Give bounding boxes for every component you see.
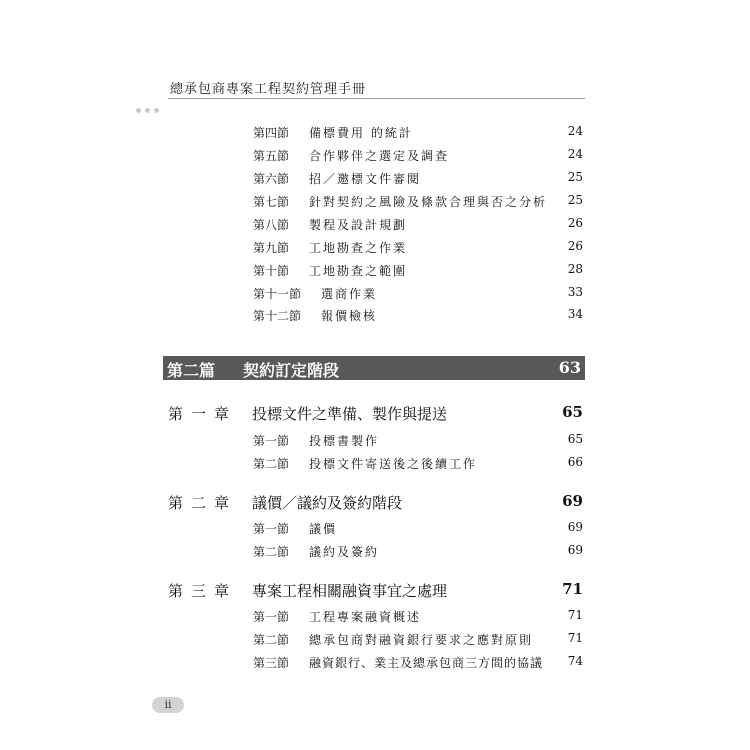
chapter-page: 65 xyxy=(562,403,583,421)
toc-section-row xyxy=(253,124,585,144)
part-page: 63 xyxy=(558,358,581,377)
section-number: 第二節 xyxy=(253,633,290,647)
toc-section-row xyxy=(253,432,585,452)
section-number: 第四節 xyxy=(253,126,290,140)
section-number: 第十二節 xyxy=(253,309,302,323)
section-title: 融資銀行、業主及總承包商三方間的協議 xyxy=(309,656,544,670)
section-page: 71 xyxy=(567,631,583,645)
chapter-number: 第一章 xyxy=(168,405,238,423)
section-page: 24 xyxy=(567,147,583,161)
section-title: 投標書製作 xyxy=(309,434,380,448)
toc-section-row xyxy=(253,631,585,651)
section-title: 工地勘查之作業 xyxy=(309,241,408,255)
section-title: 工程專案融資概述 xyxy=(309,610,422,624)
toc-section-row xyxy=(253,216,585,236)
section-title: 合作夥伴之選定及調查 xyxy=(309,149,450,163)
section-page: 34 xyxy=(567,307,583,321)
section-page: 66 xyxy=(567,455,583,469)
section-title: 選商作業 xyxy=(321,287,378,301)
section-number: 第十一節 xyxy=(253,287,302,301)
toc-section-row xyxy=(253,262,585,282)
section-number: 第一節 xyxy=(253,610,290,624)
chapter-title: 專案工程相關融資事宜之處理 xyxy=(252,582,448,600)
toc-chapter-row xyxy=(168,492,585,516)
section-number: 第五節 xyxy=(253,149,290,163)
section-number: 第二節 xyxy=(253,545,290,559)
part-title: 契約訂定階段 xyxy=(243,361,340,380)
book-title: 總承包商專案工程契約管理手冊 xyxy=(170,82,367,97)
toc-section-row xyxy=(253,307,585,327)
part-heading-bar xyxy=(163,356,585,380)
section-page: 71 xyxy=(567,608,583,622)
section-number: 第七節 xyxy=(253,195,290,209)
toc-section-row xyxy=(253,543,585,563)
toc-section-row xyxy=(253,285,585,305)
section-number: 第一節 xyxy=(253,522,290,536)
chapter-title: 投標文件之準備、製作與提送 xyxy=(252,405,448,423)
section-title: 報價檢核 xyxy=(321,309,378,323)
section-title: 備標費用 的統計 xyxy=(309,126,413,140)
chapter-number: 第二章 xyxy=(168,494,238,512)
section-title: 招／邀標文件審閱 xyxy=(309,172,422,186)
section-page: 69 xyxy=(567,543,583,557)
header-rule xyxy=(168,98,585,99)
section-number: 第十節 xyxy=(253,264,290,278)
section-title: 議價 xyxy=(309,522,338,536)
section-title: 製程及設計規劃 xyxy=(309,218,408,232)
section-page: 25 xyxy=(567,170,583,184)
section-title: 投標文件寄送後之後續工作 xyxy=(309,457,478,471)
toc-section-row xyxy=(253,239,585,259)
toc-section-row xyxy=(253,608,585,628)
section-number: 第九節 xyxy=(253,241,290,255)
section-number: 第八節 xyxy=(253,218,290,232)
section-page: 28 xyxy=(567,262,583,276)
part-number: 第二篇 xyxy=(167,361,216,380)
section-number: 第二節 xyxy=(253,457,290,471)
toc-section-row xyxy=(253,654,585,674)
chapter-title: 議價／議約及簽約階段 xyxy=(252,494,403,512)
section-page: 33 xyxy=(567,285,583,299)
chapter-number: 第三章 xyxy=(168,582,238,600)
section-number: 第三節 xyxy=(253,656,290,670)
toc-section-row xyxy=(253,170,585,190)
page-number-badge: ii xyxy=(152,697,184,713)
section-title: 工地勘查之範圍 xyxy=(309,264,408,278)
section-number: 第一節 xyxy=(253,434,290,448)
toc-section-row xyxy=(253,455,585,475)
section-page: 26 xyxy=(567,216,583,230)
section-number: 第六節 xyxy=(253,172,290,186)
section-page: 69 xyxy=(567,520,583,534)
section-title: 針對契約之風險及條款合理與否之分析 xyxy=(309,195,548,209)
toc-section-row xyxy=(253,520,585,540)
section-page: 65 xyxy=(567,432,583,446)
toc-chapter-row xyxy=(168,580,585,604)
section-title: 總承包商對融資銀行要求之應對原則 xyxy=(309,633,534,647)
section-title: 議約及簽約 xyxy=(309,545,380,559)
section-page: 26 xyxy=(567,239,583,253)
toc-section-row xyxy=(253,193,585,213)
header-dots xyxy=(136,98,163,117)
chapter-page: 71 xyxy=(562,580,583,598)
toc-section-row xyxy=(253,147,585,167)
section-page: 24 xyxy=(567,124,583,138)
toc-chapter-row xyxy=(168,403,585,427)
chapter-page: 69 xyxy=(562,492,583,510)
section-page: 74 xyxy=(567,654,583,668)
section-page: 25 xyxy=(567,193,583,207)
